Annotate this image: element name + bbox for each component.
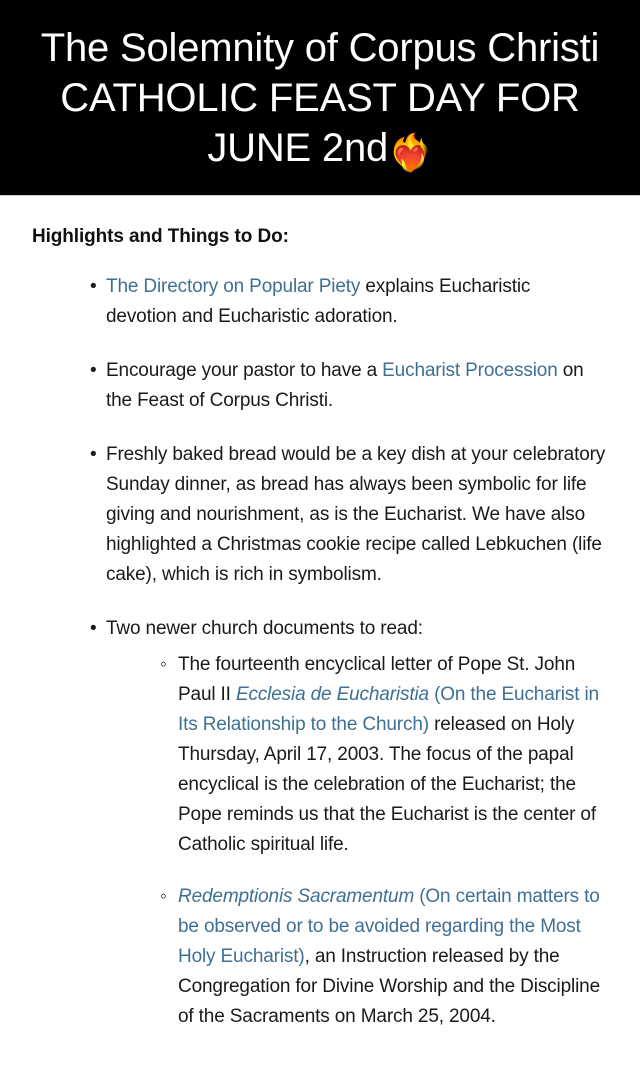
list-item-text: Encourage your pastor to have a [106,360,383,381]
sublist-item-text: released on Holy Thursday, April 17, 2003. The focus of the papal encyclical is the celebration of the Eucharist; the Pope reminds us that the Eucharist is the center of Catholic spiritual life. [178,714,596,855]
link-redemptionis-sacramentum-subtitle[interactable]: (On certain matters to be observed or to be avoided regarding the Most Holy Eucharist) [178,886,600,967]
banner-title-line-2: Christi CATHOLIC FEAST DAY [60,25,600,120]
article-banner-header [0,0,640,196]
heart-on-fire-emoji: ❤️‍🔥 [388,131,433,173]
list-item-text: on the Feast of Corpus Christi. [106,360,584,411]
list-item [90,356,606,416]
banner-title-line-3: FOR JUNE 2nd [207,75,580,170]
church-documents-sublist [106,650,606,1032]
list-item-text: Freshly baked bread would be a key dish at your celebratory Sunday dinner, as bread has always been symbolic for life giving and nourishment, as is the Eucharist. We have also highlighted a Christmas cookie recipe called Lebkuchen (life cake), which is rich in symbolism. [106,444,606,585]
list-item-text: explains Eucharistic devotion and Eucharistic adoration. [106,276,531,327]
banner-title [16,23,624,173]
link-ecclesia-de-eucharistia-subtitle[interactable]: (On the Eucharist in Its Relationship to the Church) [178,684,599,735]
article-content [0,196,640,1032]
link-directory-on-popular-piety[interactable]: The Directory on Popular Piety [106,276,361,297]
list-item [90,440,606,590]
sublist-item-text: , an Instruction released by the Congregation for Divine Worship and the Discipline of the Sacraments on March 25, 2004. [178,946,600,1027]
highlights-list [32,272,606,1032]
link-eucharist-procession[interactable]: Eucharist Procession [382,360,558,381]
link-redemptionis-sacramentum[interactable]: Redemptionis Sacramentum [178,886,415,907]
list-item [160,882,606,1032]
list-item-text: Two newer church documents to read: [106,618,423,639]
sublist-item-text: The fourteenth encyclical letter of Pope St. John Paul II [178,654,576,705]
list-item [90,614,606,1032]
list-item [90,272,606,332]
list-item [160,650,606,860]
link-ecclesia-de-eucharistia[interactable]: Ecclesia de Eucharistia [235,684,429,705]
section-heading: Highlights and Things to Do: [32,226,289,247]
banner-title-line-1: The Solemnity of Corpus [40,25,477,70]
